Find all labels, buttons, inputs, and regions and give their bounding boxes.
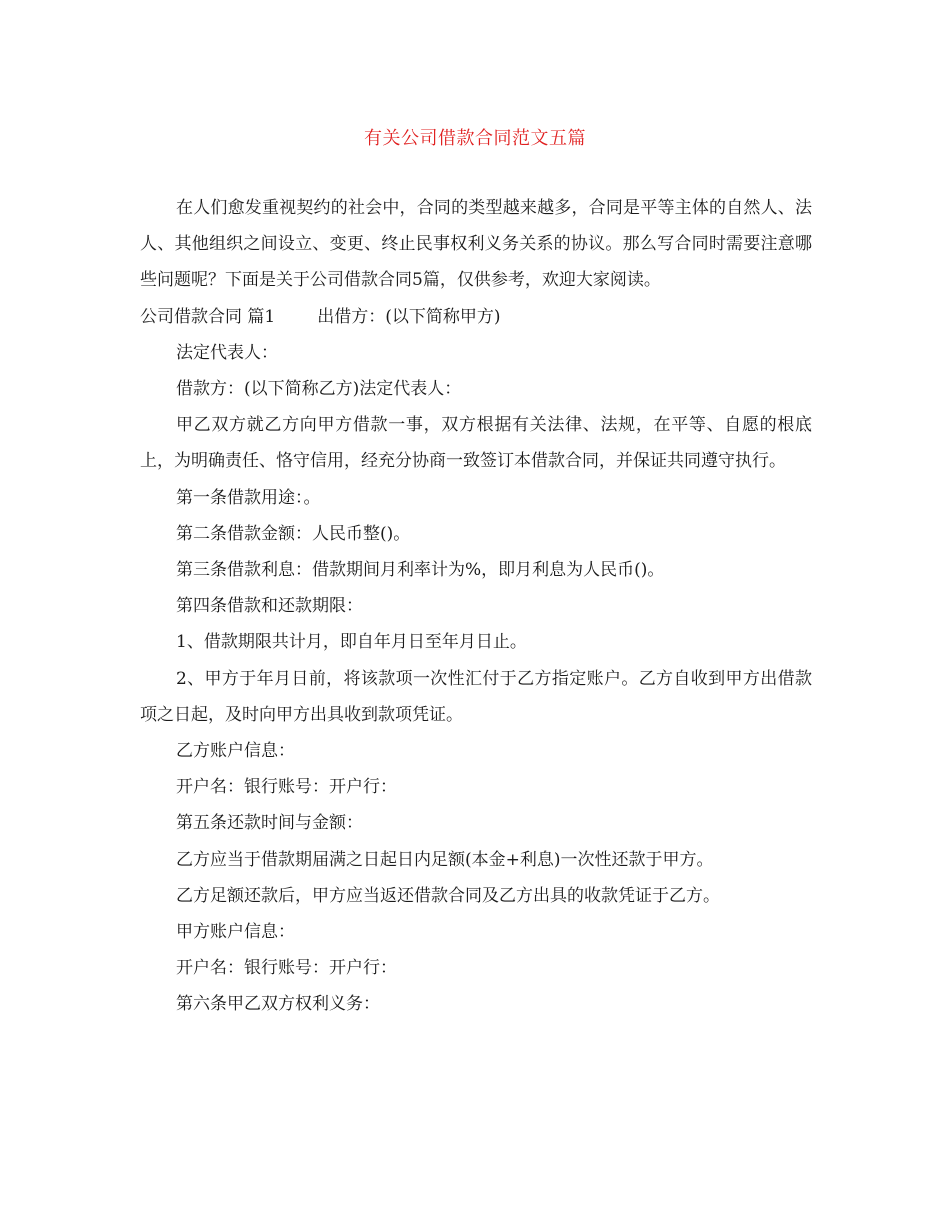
- paragraph: 甲方账户信息：: [176, 922, 295, 943]
- lender-line: 出借方：(以下简称甲方): [317, 306, 501, 327]
- paragraph: 开户名：银行账号：开户行：: [176, 958, 397, 979]
- paragraph: 开户名：银行账号：开户行：: [176, 777, 397, 798]
- paragraph: 第三条借款利息：借款期间月利率计为%，即月利息为人民币()。: [176, 560, 665, 581]
- paragraph: 第五条还款时间与金额：: [176, 813, 363, 834]
- paragraph: 2、甲方于年月日前，将该款项一次性汇付于乙方指定账户。乙方自收到甲方出借款项之日起，及时向甲方出具收到款项凭证。: [140, 668, 812, 725]
- document-title: 有关公司借款合同范文五篇: [364, 128, 586, 149]
- paragraph: 第四条借款和还款期限：: [176, 596, 363, 617]
- paragraph: 1、借款期限共计月，即自年月日至年月日止。: [176, 632, 527, 653]
- paragraph: 第六条甲乙双方权利义务：: [176, 994, 380, 1015]
- paragraph: 乙方应当于借款期届满之日起日内足额(本金+利息)一次性还款于甲方。: [176, 849, 714, 870]
- intro-paragraph: 在人们愈发重视契约的社会中，合同的类型越来越多，合同是平等主体的自然人、法人、其他组织之间设立、变更、终止民事权利义务关系的协议。那么写合同时需要注意哪些问题呢？下面是关于公司借款合同5篇，仅供参考，欢迎大家阅读。: [140, 198, 812, 291]
- document-body: [140, 190, 812, 1023]
- paragraph: 第一条借款用途：。: [176, 487, 321, 508]
- paragraph: 借款方：(以下简称乙方)法定代表人：: [176, 379, 462, 400]
- paragraph: 乙方账户信息：: [176, 741, 295, 762]
- paragraph: 法定代表人：: [176, 342, 278, 363]
- contract-heading-line: [140, 299, 812, 335]
- paragraph: 乙方足额还款后，甲方应当返还借款合同及乙方出具的收款凭证于乙方。: [176, 885, 720, 906]
- paragraph: 甲乙双方就乙方向甲方借款一事，双方根据有关法律、法规，在平等、自愿的根底上，为明确责任、恪守信用，经充分协商一致签订本借款合同，并保证共同遵守执行。: [140, 415, 812, 472]
- contract-heading: 公司借款合同 篇1: [140, 306, 276, 327]
- paragraph: 第二条借款金额：人民币整()。: [176, 523, 411, 544]
